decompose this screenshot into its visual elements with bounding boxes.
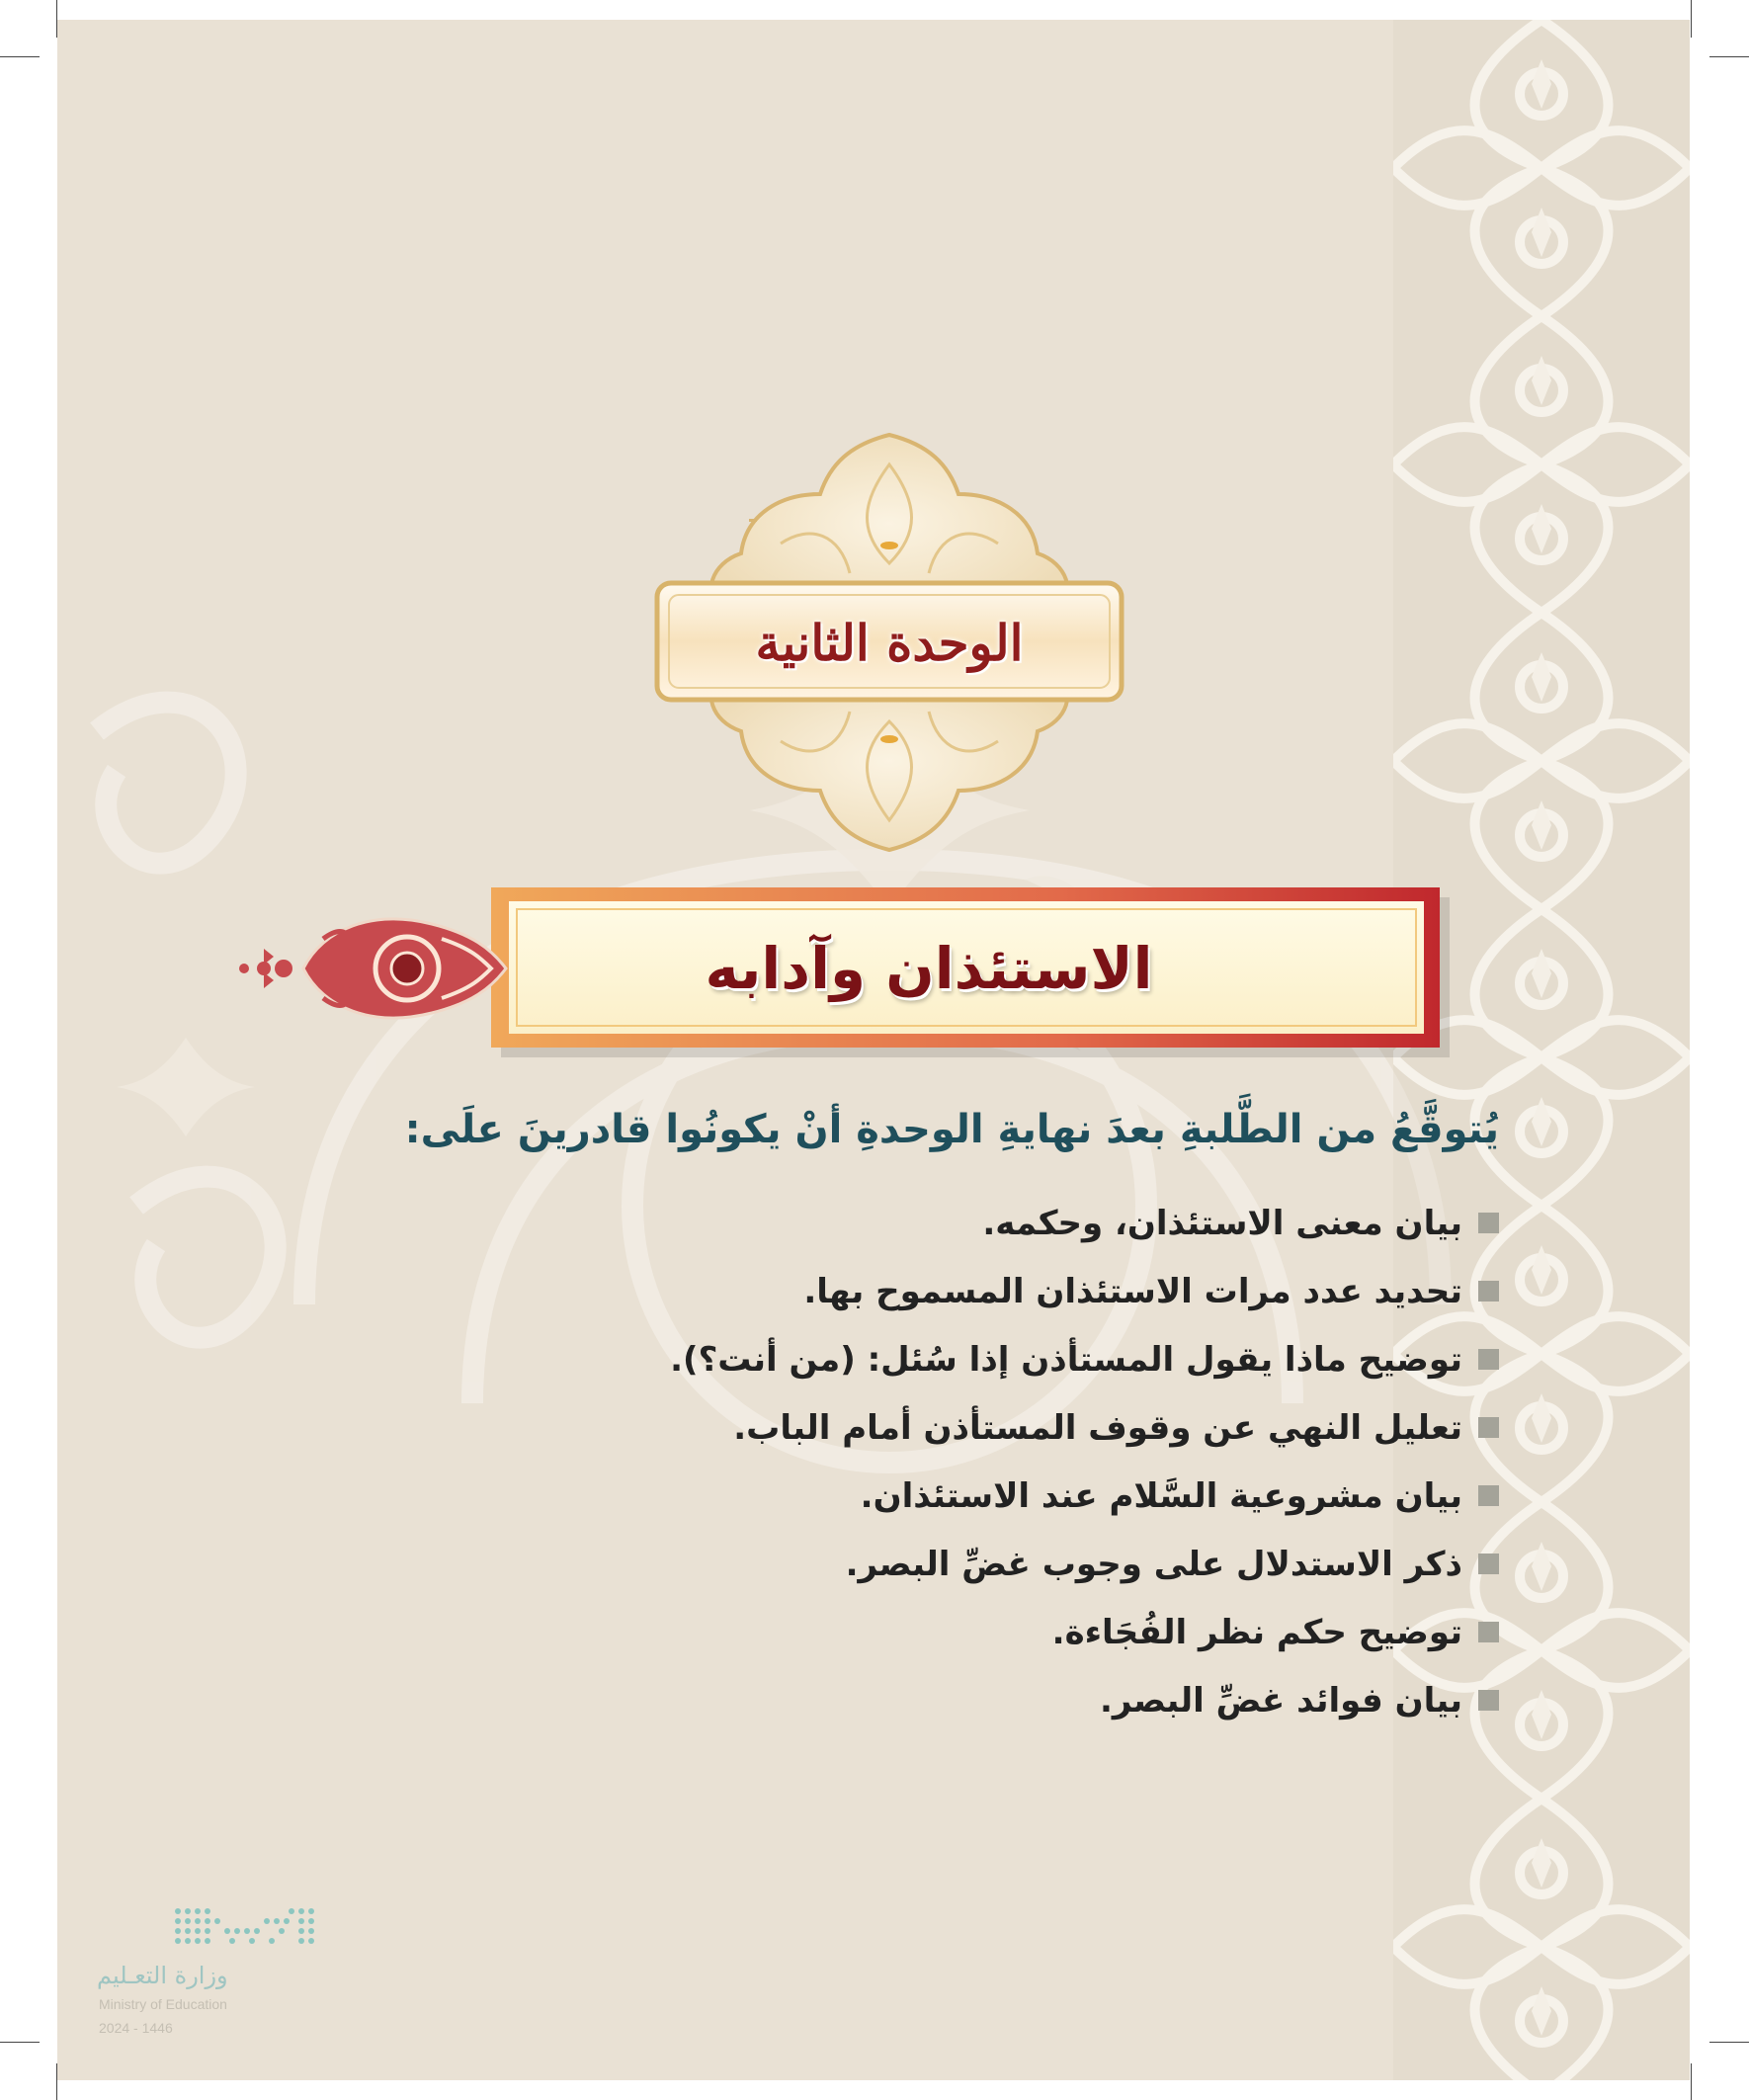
ministry-name-arabic: وزارة التعـليم	[97, 1962, 228, 1989]
list-item	[412, 1189, 1499, 1257]
square-bullet-icon	[1478, 1349, 1499, 1370]
square-bullet-icon	[1478, 1213, 1499, 1233]
objectives-intro: يُتوقَّعُ من الطَّلبةِ بعدَ نهايةِ الوحدةِ أنْ يكونُوا قادرينَ علَى:	[404, 1107, 1499, 1152]
edition-year: 2024 - 1446	[99, 2020, 173, 2036]
list-item	[412, 1598, 1499, 1666]
objective-text: توضيح ماذا يقول المستأذن إذا سُئل: (من أنت؟).	[670, 1339, 1462, 1380]
lesson-title: الاستئذان وآدابه	[705, 935, 1153, 1002]
crop-mark	[1691, 2063, 1692, 2100]
crop-mark	[0, 2042, 40, 2043]
list-item	[412, 1666, 1499, 1734]
list-item	[412, 1257, 1499, 1325]
list-item	[412, 1393, 1499, 1462]
crop-mark	[1709, 56, 1749, 57]
objective-text: بيان معنى الاستئذان، وحكمه.	[982, 1203, 1462, 1243]
ministry-dots-logo-icon	[173, 1905, 321, 1950]
objective-text: تعليل النهي عن وقوف المستأذن أمام الباب.	[733, 1407, 1462, 1448]
crop-mark	[1709, 2042, 1749, 2043]
objective-text: ذكر الاستدلال على وجوب غضِّ البصر.	[845, 1544, 1462, 1584]
square-bullet-icon	[1478, 1690, 1499, 1711]
crop-mark	[0, 56, 40, 57]
objective-text: توضيح حكم نظر الفُجَاءة.	[1051, 1612, 1462, 1652]
list-item	[412, 1462, 1499, 1530]
square-bullet-icon	[1478, 1281, 1499, 1302]
square-bullet-icon	[1478, 1622, 1499, 1642]
square-bullet-icon	[1478, 1417, 1499, 1438]
objectives-list	[412, 1189, 1499, 1734]
list-item	[412, 1530, 1499, 1598]
square-bullet-icon	[1478, 1554, 1499, 1574]
unit-title: الوحدة الثانية	[755, 613, 1024, 672]
list-item	[412, 1325, 1499, 1393]
ministry-name-english: Ministry of Education	[99, 1996, 227, 2012]
crop-mark	[1691, 0, 1692, 38]
objective-text: تحديد عدد مرات الاستئذان المسموح بها.	[803, 1271, 1462, 1311]
square-bullet-icon	[1478, 1485, 1499, 1506]
objective-text: بيان فوائد غضِّ البصر.	[1099, 1680, 1462, 1721]
objective-text: بيان مشروعية السَّلام عند الاستئذان.	[860, 1475, 1462, 1516]
